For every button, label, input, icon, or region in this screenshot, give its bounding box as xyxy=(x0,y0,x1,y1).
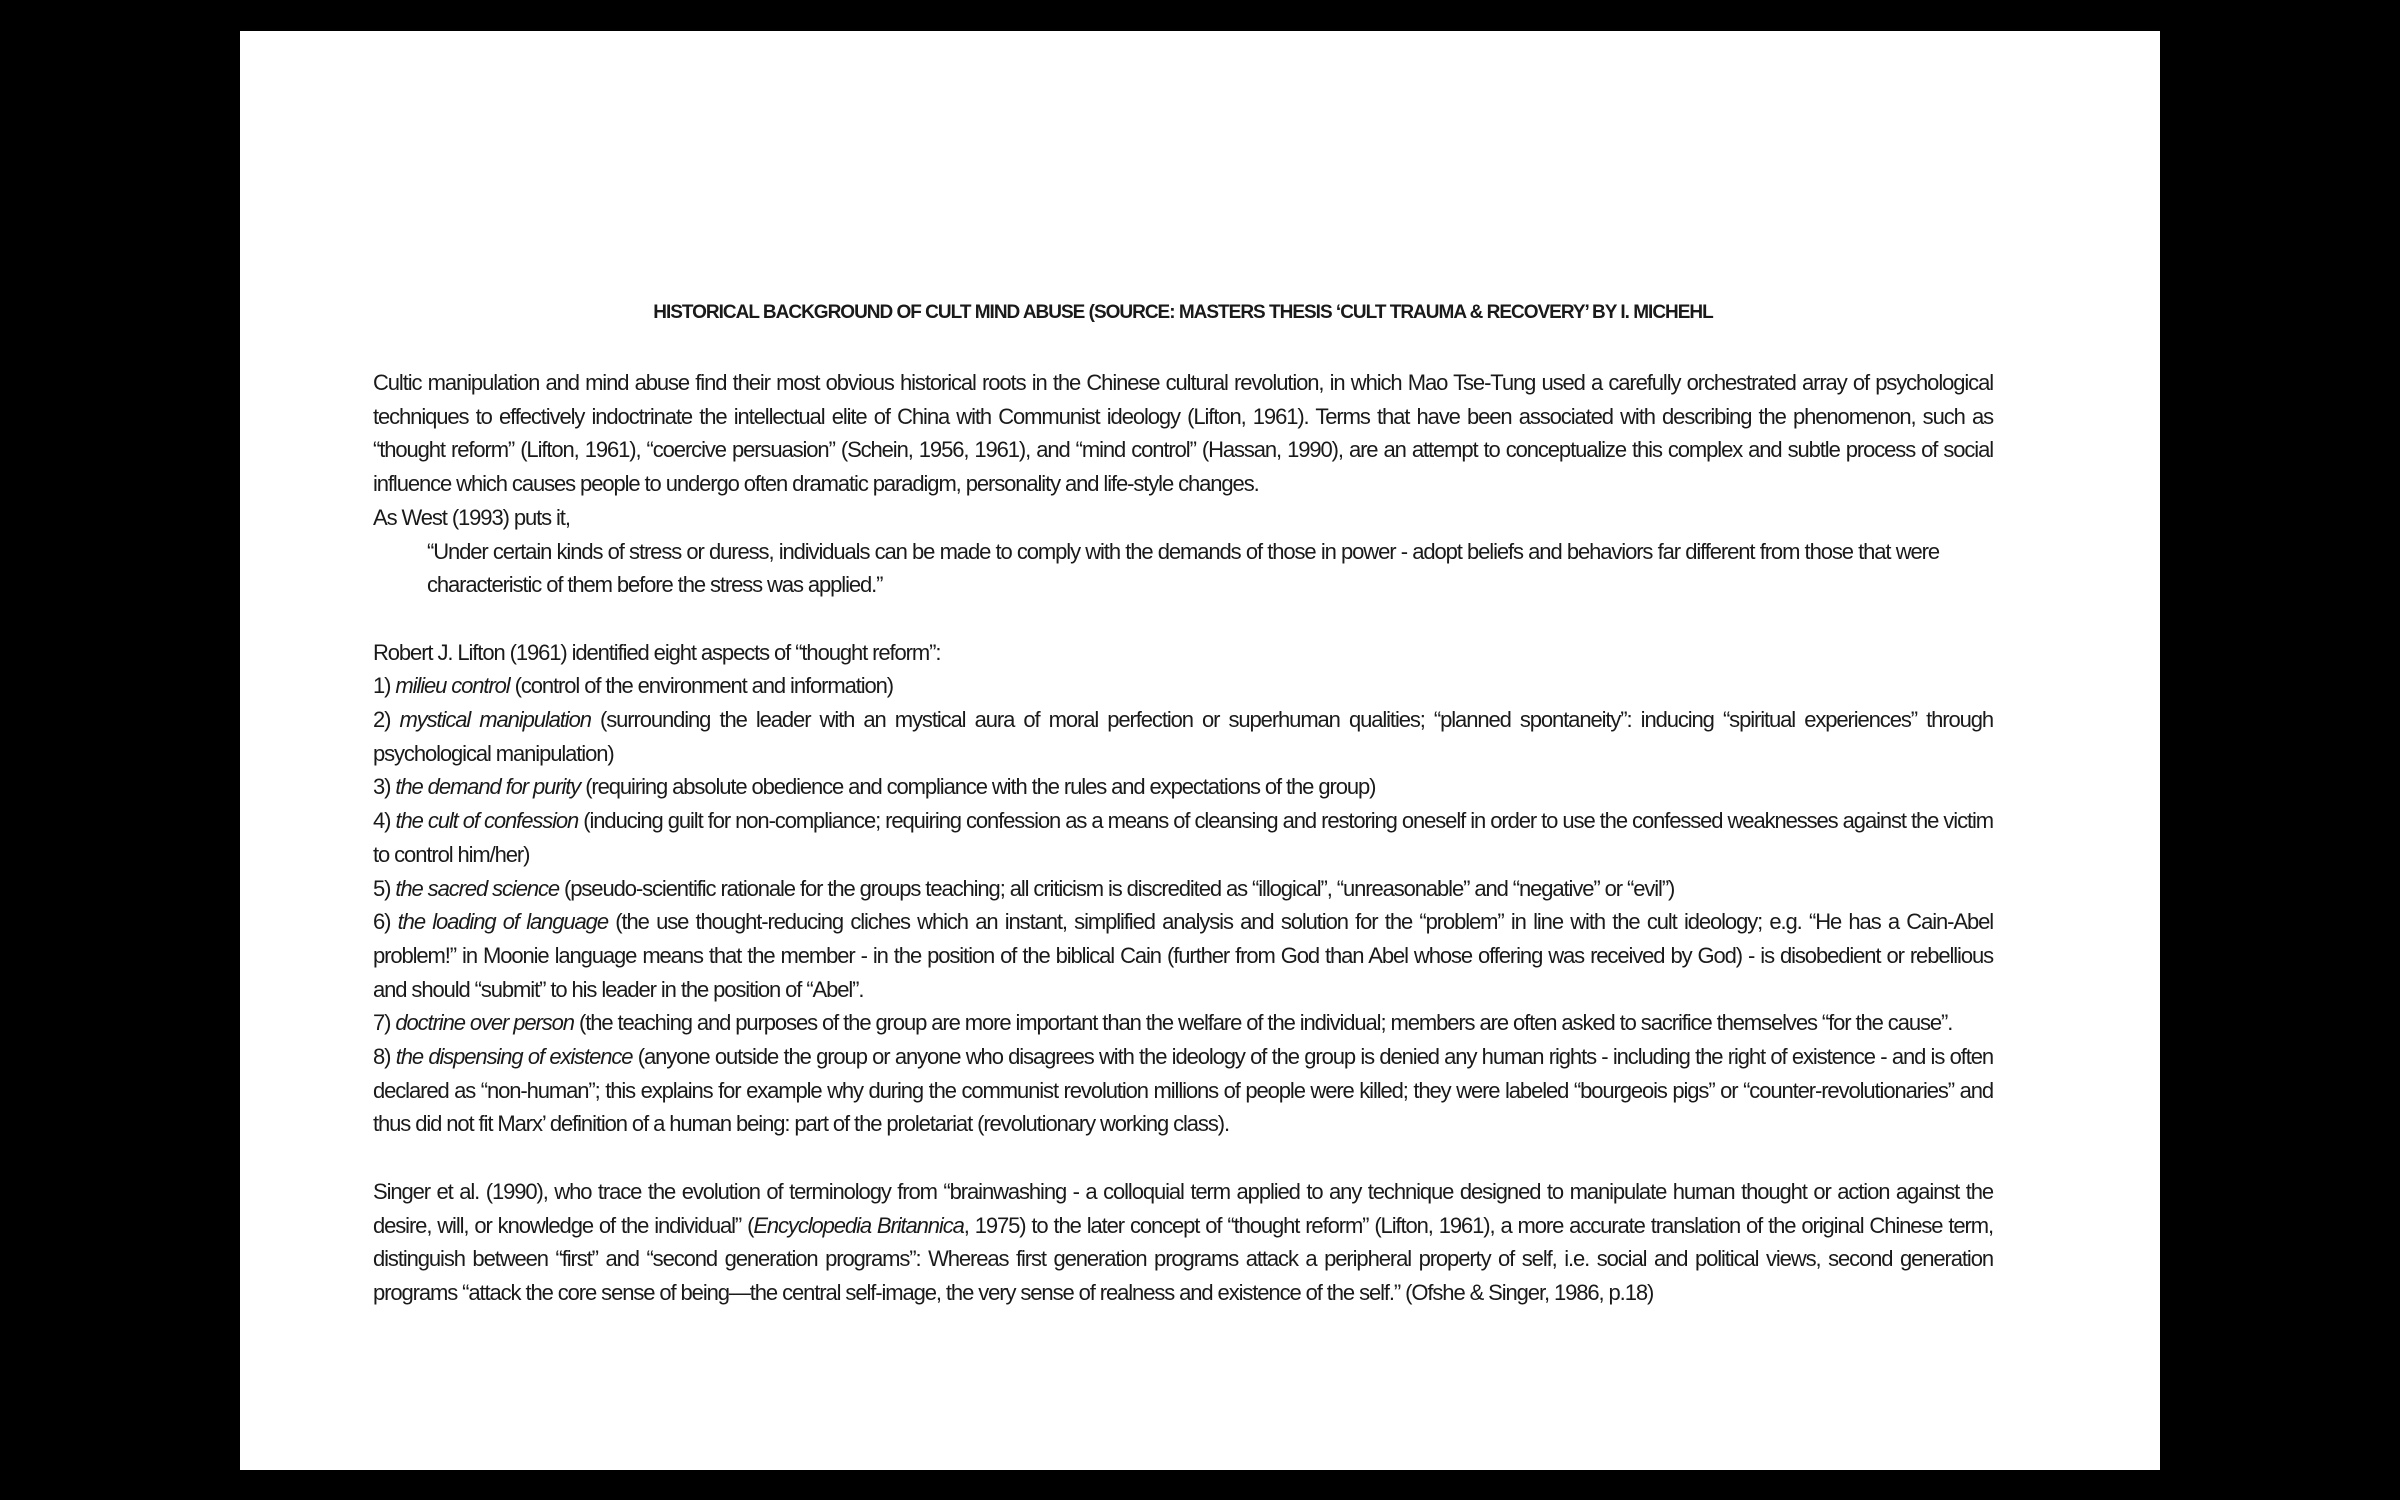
item-term: the loading of language xyxy=(397,909,608,935)
list-item xyxy=(373,905,1993,1006)
item-number: 2) xyxy=(373,707,391,733)
list-item xyxy=(373,770,1993,804)
intro-paragraph: Cultic manipulation and mind abuse find their most obvious historical roots in the Chinese cultural revolution, in which Mao Tse-Tung used a carefully orchestrated array of psychological techniques to effectively indoctrinate the intellectual elite of China with Communist ideology (Lifton, 1961). Terms that have been associated with describing the phenomenon, such as “thought reform” (Lifton, 1961), “coercive persuasion” (Schein, 1956, 1961), and “mind control” (Hassan, 1990), are an attempt to conceptualize this complex and subtle process of social influence which causes people to undergo often dramatic paradigm, personality and life-style changes. xyxy=(373,370,1993,497)
singer-text-b: , 1975) to the later concept of “thought reform” (Lifton, 1961), a more accurate translation of the original Chinese term, distinguish between “first” and “second generation programs”: Whereas first generation programs attack a peripheral property of self, i.e. social and political views, second generation programs “attack the core sense of being—the central self-image, the very sense of realness and existence of the self.” (Ofshe & Singer, 1986, p.18) xyxy=(373,1212,1993,1305)
item-text: (pseudo-scientific rationale for the groups teaching; all criticism is discredited as “illogical”, “unreasonable” and “negative” or “evil”) xyxy=(564,875,1675,901)
item-number: 7) xyxy=(373,1010,391,1036)
item-term: the demand for purity xyxy=(395,774,581,800)
item-number: 3) xyxy=(373,774,391,800)
item-term: the dispensing of existence xyxy=(395,1044,633,1070)
document-title: HISTORICAL BACKGROUND OF CULT MIND ABUSE (SOURCE: MASTERS THESIS ‘CULT TRAUMA & RECOVERY’ BY I. MICHEHL xyxy=(653,302,1713,323)
item-text: (inducing guilt for non-compliance; requiring confession as a means of cleansing and restoring oneself in order to use the confessed weaknesses against the victim to control him/her) xyxy=(373,808,1993,867)
west-lead: As West (1993) puts it, xyxy=(373,504,570,530)
item-term: the sacred science xyxy=(395,875,560,901)
item-text: (control of the environment and information) xyxy=(514,673,894,699)
item-term: doctrine over person xyxy=(395,1010,574,1036)
singer-paragraph xyxy=(373,1175,1993,1310)
list-item xyxy=(373,669,1993,703)
list-item xyxy=(373,872,1993,906)
item-text: (surrounding the leader with an mystical aura of moral perfection or superhuman qualities; “planned spontaneity”: inducing “spiritual experiences” through psychological manipulation) xyxy=(373,707,1994,766)
list-item xyxy=(373,703,1993,770)
lifton-list xyxy=(373,669,1993,1141)
item-text: (the use thought-reducing cliches which an instant, simplified analysis and solution for the “problem” in line with the cult ideology; e.g. “He has a Cain-Abel problem!” in Moonie language means that the member - in the position of the biblical Cain (further from God than Abel whose offering was received by God) - is disobedient or rebellious and should “submit” to his leader in the position of “Abel”. xyxy=(373,909,1994,1002)
list-item xyxy=(373,1006,1993,1040)
singer-citation: Encyclopedia Britannica xyxy=(753,1212,964,1238)
item-number: 6) xyxy=(373,909,391,935)
lifton-lead: Robert J. Lifton (1961) identified eight aspects of “thought reform”: xyxy=(373,639,941,665)
item-term: milieu control xyxy=(395,673,510,699)
document-page xyxy=(240,31,2160,1470)
west-quote: “Under certain kinds of stress or duress, individuals can be made to comply with the demands of those in power - adopt beliefs and behaviors far different from those that were characteristic of them before the stress was applied.” xyxy=(427,538,1939,598)
item-number: 5) xyxy=(373,875,391,901)
item-number: 8) xyxy=(373,1044,391,1070)
list-item xyxy=(373,1040,1993,1141)
item-term: the cult of confession xyxy=(395,808,579,834)
item-text: (anyone outside the group or anyone who disagrees with the ideology of the group is denied any human rights - including the right of existence - and is often declared as “non-human”; this explains for example why during the communist revolution millions of people were killed; they were labeled “bourgeois pigs” or “counter-revolutionaries” and thus did not fit Marx’ definition of a human being: part of the proletariat (revolutionary working class). xyxy=(373,1044,1994,1137)
item-text: (the teaching and purposes of the group are more important than the welfare of the individual; members are often asked to sacrifice themselves “for the cause”. xyxy=(578,1010,1953,1036)
item-number: 4) xyxy=(373,808,391,834)
singer-text-a: Singer et al. (1990), who trace the evolution of terminology from “brainwashing - a colloquial term applied to any technique designed to manipulate human thought or action against the desire, will, or knowledge of the individual” ( xyxy=(373,1178,1993,1238)
item-text: (requiring absolute obedience and compliance with the rules and expectations of the group) xyxy=(585,774,1376,800)
item-number: 1) xyxy=(373,673,391,699)
list-item xyxy=(373,804,1993,871)
item-term: mystical manipulation xyxy=(399,707,591,733)
document-body xyxy=(373,366,1993,1310)
